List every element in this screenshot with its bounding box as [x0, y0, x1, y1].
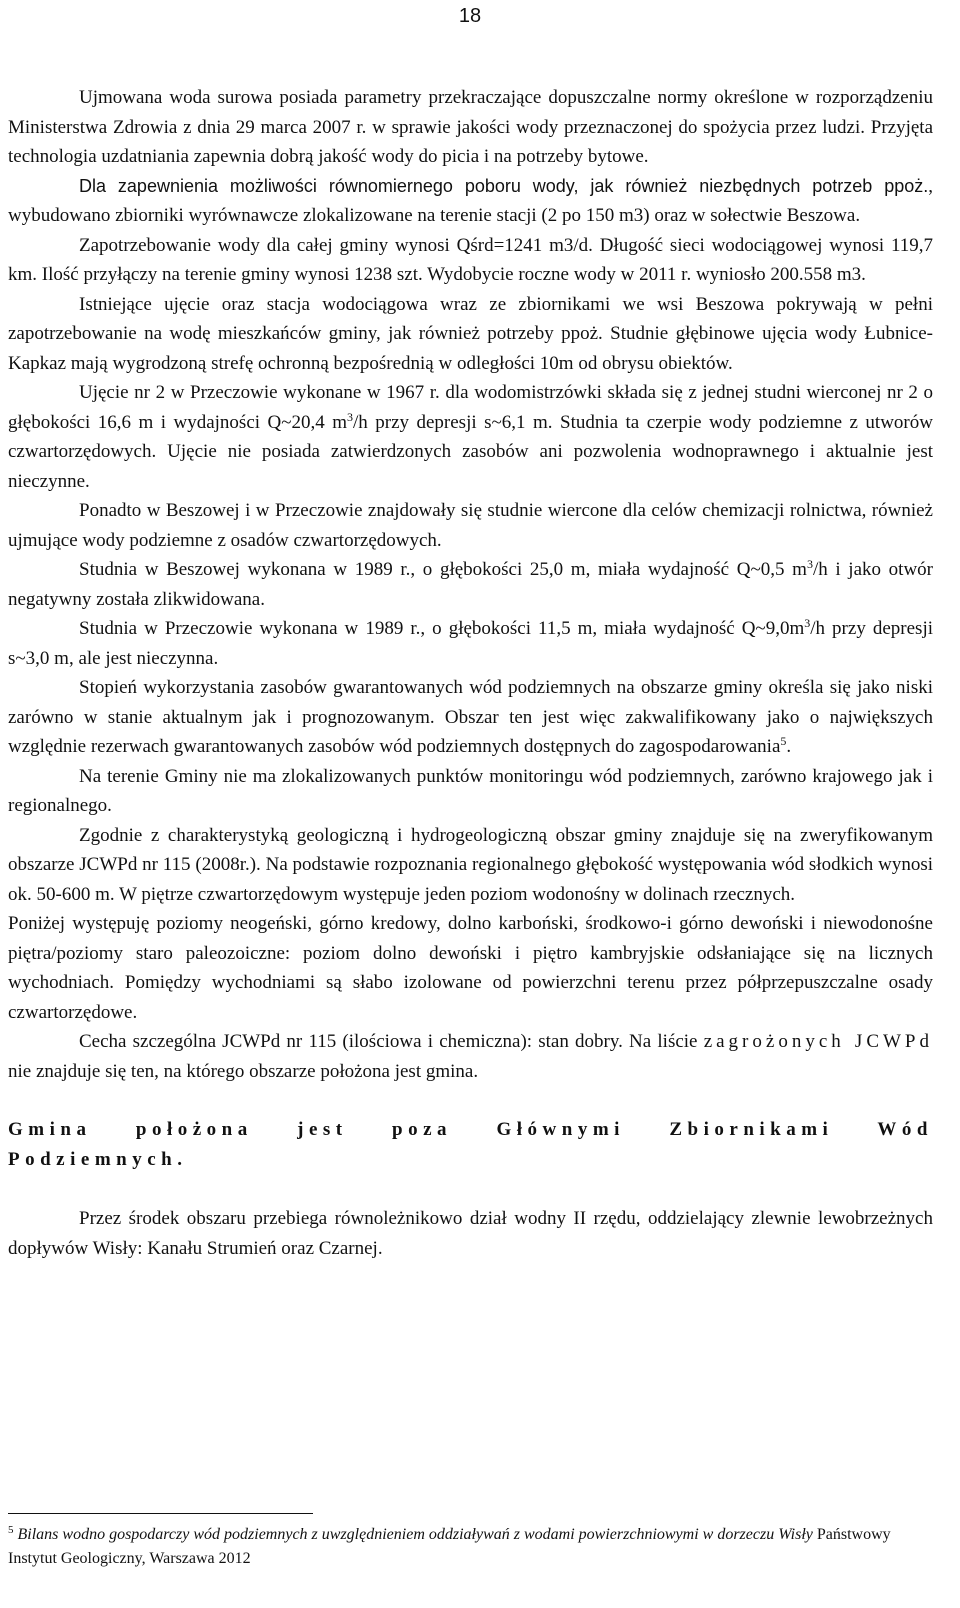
section-heading: Gmina położona jest poza Głównymi Zbiornikami Wód Podziemnych. [8, 1119, 933, 1170]
paragraph-text: Studnie głębinowe ujęcia wody Łubnice-Kapkaz mają wygrodzoną strefę ochronną bezpośrednią w odległości 10m od obrysu obiektów. [8, 323, 934, 374]
paragraph-text: Istniejące ujęcie oraz stacja wodociągowa wraz ze zbiornikami we wsi Beszowa pokrywają w pełni zapotrzebowanie na wodę mieszkańców gminy, jak również potrzeby ppoż. [8, 293, 933, 344]
paragraph-text: Poniżej występuję poziomy neogeński, górno kredowy, dolno karboński, środkowo-i górno dewoński i niewodonośne piętra/poziomy staro paleozoiczne: poziom dolno dewoński i piętro kambryjskie odsłaniające się na licznych wychodniach. Pomiędzy wychodniami są słabo izolowane od powierzchni terenu przez półprzepuszczalne osady czwartorzędowe. [8, 913, 933, 1023]
paragraph-aquifers [8, 909, 933, 1027]
superscript: 3 [347, 409, 354, 424]
paragraph-text: Ponadto w Beszowej i w Przeczowie znajdowały się studnie wiercone dla celów chemizacji rolnictwa, również ujmujące wody podziemne z osadów czwartorzędowych. [8, 500, 933, 551]
footnote-title: Bilans wodno gospodarczy wód podziemnych z uwzględnieniem oddziaływań z wodami powierzchniowymi w dorzeczu Wisły [17, 1526, 813, 1543]
paragraph-text: nie znajduje się ten, na którego obszarze położona jest gmina. [8, 1060, 479, 1082]
paragraph-jcwpd [8, 1027, 933, 1086]
footnote-divider [8, 1513, 313, 1514]
paragraph-geology [8, 821, 933, 910]
paragraph-watershed [8, 1204, 933, 1263]
superscript: 3 [806, 557, 813, 571]
paragraph-raw-water [8, 83, 933, 172]
paragraph-text: , wybudowano zbiorniki wyrównawcze zlokalizowane na terenie stacji (2 po 150 m3) oraz w sołectwie Beszowa. [8, 175, 933, 226]
paragraph-text: Ujmowana woda surowa posiada parametry przekraczające dopuszczalne normy określone w rozporządzeniu Ministerstwa Zdrowia z dnia 29 marca 2007 r. w sprawie jakości wody przeznaczonej do spożycia przez ludzi. Przyjęta technologia uzdatniania zapewnia dobrą jakość wody do picia i na potrzeby bytowe. [8, 87, 933, 167]
paragraph-monitoring [8, 762, 933, 821]
paragraph-text: Studnia w Beszowej wykonana w 1989 r., o głębokości 25,0 m, miała wydajność Q~0,5 m [79, 559, 807, 580]
paragraph-text: Na terenie Gminy nie ma zlokalizowanych punktów monitoringu wód podziemnych, zarówno krajowego jak i regionalnego. [8, 765, 933, 816]
footnote-source: Państwowy Instytut Geologiczny, Warszawa 2012 [8, 1526, 891, 1567]
paragraph-well-przeczow [8, 614, 933, 673]
paragraph-text: Zgodnie z charakterystyką geologiczną i hydrogeologiczną obszar gminy znajduje się na zweryfikowanym obszarze JCWPd nr 115 (2008r.). Na podstawie rozpoznania regionalnego głębokość występowania wód słodkich wynosi ok. 50-600 m. W piętrze czwartorzędowym występuje jeden poziom wodonośny w dolinach rzecznych. [8, 824, 933, 905]
paragraph-text: Stopień wykorzystania zasobów gwarantowanych wód podziemnych na obszarze gminy określa się jako niski zarówno w stanie aktualnym jak i prognozowanym. Obszar ten jest więc zakwalifikowany jako o największych względnie rezerwach gwarantowanych zasobów wód podziemnych dostępnych do zagospodarowania [8, 677, 933, 757]
paragraph-text: /h i jako otwór negatywny została zlikwidowana. [8, 559, 933, 610]
paragraph-intake-2 [8, 378, 933, 496]
paragraph-text: Zapotrzebowanie wody dla całej gminy wynosi Qśrd=1241 m3/d. Długość sieci wodociągowej wynosi 119,7 km. Ilość przyłączy na terenie gminy wynosi 1238 szt. Wydobycie roczne wody w 2011 r. wyniosło 200.558 m3. [8, 234, 933, 285]
paragraph-text: Studnia w Przeczowie wykonana w 1989 r., o głębokości 11,5 m, miała wydajność Q~9,0m [79, 618, 805, 639]
footnote-reference[interactable]: 5 [780, 734, 787, 748]
footnote-number: 5 [8, 1524, 14, 1536]
paragraph-text: /h przy depresji s~3,0 m, ale jest nieczynna. [8, 618, 934, 669]
paragraph-resources [8, 673, 933, 762]
paragraph-well-beszowa [8, 555, 933, 614]
document-body [8, 83, 933, 1263]
paragraph-text: /h przy depresji s~6,1 m. Studnia ta czerpie wody podziemne z utworów czwartorzędowych. Ujęcie nie posiada zatwierdzonych zasobów ani pozwolenia wodnoprawnego i aktualnie jest nieczynne. [8, 411, 933, 492]
superscript: 3 [804, 616, 811, 630]
page-number: 18 [458, 5, 482, 27]
paragraph-tanks [8, 172, 933, 231]
paragraph-text: Przez środek obszaru przebiega równoleżnikowo dział wodny II rzędu, oddzielający zlewnie lewobrzeżnych dopływów Wisły: Kanału Strumień oraz Czarnej. [8, 1208, 933, 1259]
spaced-text: zagrożonych JCWPd [703, 1031, 933, 1052]
paragraph-intake [8, 290, 933, 379]
paragraph-demand [8, 231, 933, 290]
paragraph-chemization-wells [8, 496, 933, 555]
paragraph-text: Cecha szczególna JCWPd nr 115 (ilościowa i chemiczna): stan dobry. Na liście [79, 1031, 704, 1052]
footnote [8, 1523, 933, 1571]
paragraph-text: . [786, 736, 792, 757]
paragraph-text: Ujęcie nr 2 w Przeczowie wykonane w 1967 r. dla wodomistrzówki składa się z jednej studni wierconej nr 2 o głębokości 16,6 m i wydajności Q~20,4 m [8, 382, 933, 433]
paragraph-text: Dla zapewnienia możliwości równomiernego poboru wody, jak również niezbędnych potrzeb ppoż. [79, 175, 929, 196]
